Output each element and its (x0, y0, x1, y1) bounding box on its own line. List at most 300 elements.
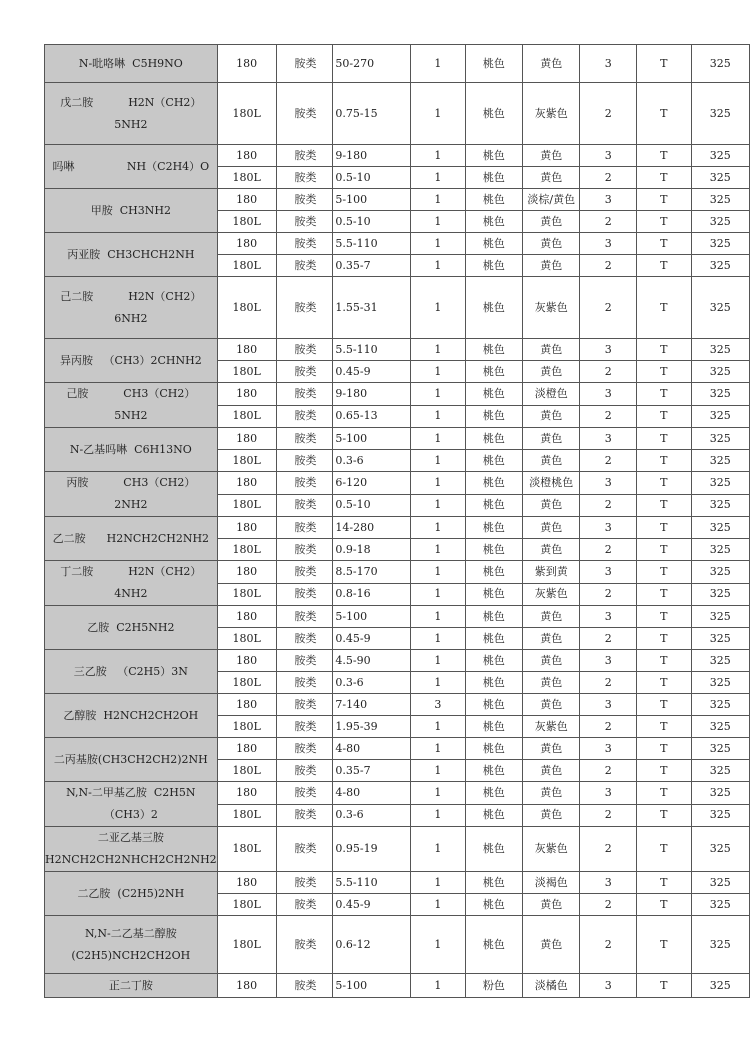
color-after-cell: 淡褐色 (523, 872, 580, 894)
color-before-cell: 桃色 (465, 472, 522, 495)
qty-cell: 1 (411, 672, 466, 694)
color-after-cell: 紫到黄 (523, 561, 580, 584)
count-cell: 3 (580, 383, 636, 406)
qty-cell: 1 (411, 472, 466, 495)
spec-cell: 180 (217, 45, 276, 83)
color-before-cell: 桃色 (465, 383, 522, 406)
spec-cell: 180 (217, 517, 276, 539)
compound-name-cell: 己二胺 H2N（CH2） 6NH2 (45, 277, 218, 339)
range-cell: 0.5-10 (333, 494, 411, 517)
spec-cell: 180 (217, 189, 276, 211)
color-before-cell: 桃色 (465, 628, 522, 650)
color-after-cell: 黄色 (523, 361, 580, 383)
qty-cell: 1 (411, 827, 466, 872)
temp-cell: 325 (691, 405, 749, 428)
compound-name-cell: 二亚乙基三胺 H2NCH2CH2NHCH2CH2NH2 (45, 827, 218, 872)
spec-cell: 180L (217, 760, 276, 782)
compound-name-cell: 正二丁胺 (45, 974, 218, 998)
range-cell: 5.5-110 (333, 339, 411, 361)
type-cell: 胺类 (276, 233, 333, 255)
count-cell: 2 (580, 804, 636, 827)
count-cell: 2 (580, 361, 636, 383)
qty-cell: 1 (411, 916, 466, 974)
type-cell: 胺类 (276, 539, 333, 561)
temp-cell: 325 (691, 827, 749, 872)
temp-cell: 325 (691, 606, 749, 628)
mark-cell: T (636, 583, 691, 606)
qty-cell: 1 (411, 494, 466, 517)
spec-cell: 180L (217, 405, 276, 428)
color-before-cell: 桃色 (465, 827, 522, 872)
type-cell: 胺类 (276, 45, 333, 83)
count-cell: 2 (580, 255, 636, 277)
mark-cell: T (636, 383, 691, 406)
range-cell: 0.75-15 (333, 83, 411, 145)
range-cell: 5-100 (333, 428, 411, 450)
color-before-cell: 桃色 (465, 738, 522, 760)
color-before-cell: 桃色 (465, 233, 522, 255)
spec-cell: 180L (217, 83, 276, 145)
table-row (45, 517, 750, 539)
temp-cell: 325 (691, 672, 749, 694)
temp-cell: 325 (691, 628, 749, 650)
spec-cell: 180 (217, 974, 276, 998)
count-cell: 2 (580, 494, 636, 517)
mark-cell: T (636, 428, 691, 450)
range-cell: 0.95-19 (333, 827, 411, 872)
count-cell: 2 (580, 167, 636, 189)
spec-cell: 180L (217, 716, 276, 738)
color-before-cell: 桃色 (465, 405, 522, 428)
temp-cell: 325 (691, 650, 749, 672)
count-cell: 2 (580, 672, 636, 694)
type-cell: 胺类 (276, 606, 333, 628)
qty-cell: 1 (411, 277, 466, 339)
type-cell: 胺类 (276, 211, 333, 233)
color-before-cell: 桃色 (465, 894, 522, 916)
temp-cell: 325 (691, 211, 749, 233)
qty-cell: 1 (411, 517, 466, 539)
table-row (45, 916, 750, 974)
mark-cell: T (636, 361, 691, 383)
type-cell: 胺类 (276, 974, 333, 998)
spec-cell: 180 (217, 472, 276, 495)
mark-cell: T (636, 782, 691, 805)
qty-cell: 1 (411, 872, 466, 894)
temp-cell: 325 (691, 472, 749, 495)
color-after-cell: 灰紫色 (523, 583, 580, 606)
spec-cell: 180 (217, 782, 276, 805)
temp-cell: 325 (691, 277, 749, 339)
color-before-cell: 桃色 (465, 760, 522, 782)
qty-cell: 1 (411, 428, 466, 450)
type-cell: 胺类 (276, 428, 333, 450)
compound-name-cell: 三乙胺 （C2H5）3N (45, 650, 218, 694)
color-before-cell: 粉色 (465, 974, 522, 998)
count-cell: 2 (580, 760, 636, 782)
table-row (45, 277, 750, 339)
qty-cell: 1 (411, 405, 466, 428)
temp-cell: 325 (691, 539, 749, 561)
qty-cell: 1 (411, 450, 466, 472)
type-cell: 胺类 (276, 450, 333, 472)
type-cell: 胺类 (276, 694, 333, 716)
color-before-cell: 桃色 (465, 494, 522, 517)
temp-cell: 325 (691, 494, 749, 517)
temp-cell: 325 (691, 428, 749, 450)
color-after-cell: 黄色 (523, 539, 580, 561)
mark-cell: T (636, 450, 691, 472)
temp-cell: 325 (691, 716, 749, 738)
count-cell: 3 (580, 45, 636, 83)
range-cell: 8.5-170 (333, 561, 411, 584)
compound-name-cell: 丙亚胺 CH3CHCH2NH (45, 233, 218, 277)
type-cell: 胺类 (276, 361, 333, 383)
spec-cell: 180L (217, 539, 276, 561)
count-cell: 3 (580, 782, 636, 805)
qty-cell: 1 (411, 83, 466, 145)
type-cell: 胺类 (276, 83, 333, 145)
temp-cell: 325 (691, 561, 749, 584)
type-cell: 胺类 (276, 517, 333, 539)
color-after-cell: 灰紫色 (523, 827, 580, 872)
color-before-cell: 桃色 (465, 145, 522, 167)
qty-cell: 1 (411, 583, 466, 606)
color-before-cell: 桃色 (465, 606, 522, 628)
qty-cell: 1 (411, 650, 466, 672)
temp-cell: 325 (691, 45, 749, 83)
color-before-cell: 桃色 (465, 428, 522, 450)
qty-cell: 1 (411, 804, 466, 827)
type-cell: 胺类 (276, 189, 333, 211)
count-cell: 3 (580, 233, 636, 255)
table-row (45, 428, 750, 450)
color-before-cell: 桃色 (465, 211, 522, 233)
mark-cell: T (636, 339, 691, 361)
qty-cell: 1 (411, 189, 466, 211)
color-after-cell: 黄色 (523, 145, 580, 167)
table-row (45, 233, 750, 255)
type-cell: 胺类 (276, 494, 333, 517)
type-cell: 胺类 (276, 738, 333, 760)
count-cell: 2 (580, 716, 636, 738)
range-cell: 1.95-39 (333, 716, 411, 738)
type-cell: 胺类 (276, 804, 333, 827)
range-cell: 7-140 (333, 694, 411, 716)
temp-cell: 325 (691, 974, 749, 998)
temp-cell: 325 (691, 233, 749, 255)
color-before-cell: 桃色 (465, 583, 522, 606)
range-cell: 0.3-6 (333, 672, 411, 694)
color-after-cell: 淡橘色 (523, 974, 580, 998)
temp-cell: 325 (691, 255, 749, 277)
spec-cell: 180 (217, 650, 276, 672)
compound-name-cell: 异丙胺 （CH3）2CHNH2 (45, 339, 218, 383)
count-cell: 2 (580, 539, 636, 561)
mark-cell: T (636, 517, 691, 539)
count-cell: 3 (580, 650, 636, 672)
range-cell: 6-120 (333, 472, 411, 495)
color-after-cell: 黄色 (523, 672, 580, 694)
count-cell: 3 (580, 472, 636, 495)
compound-name-cell: 吗啉 NH（C2H4）O (45, 145, 218, 189)
temp-cell: 325 (691, 450, 749, 472)
count-cell: 3 (580, 145, 636, 167)
mark-cell: T (636, 974, 691, 998)
mark-cell: T (636, 189, 691, 211)
count-cell: 2 (580, 894, 636, 916)
qty-cell: 1 (411, 760, 466, 782)
table-row (45, 83, 750, 145)
spec-cell: 180L (217, 894, 276, 916)
type-cell: 胺类 (276, 716, 333, 738)
compound-name-cell: 二乙胺 (C2H5)2NH (45, 872, 218, 916)
type-cell: 胺类 (276, 145, 333, 167)
table-row (45, 145, 750, 167)
spec-cell: 180L (217, 804, 276, 827)
spec-cell: 180 (217, 339, 276, 361)
count-cell: 2 (580, 211, 636, 233)
color-after-cell: 黄色 (523, 167, 580, 189)
color-after-cell: 黄色 (523, 804, 580, 827)
count-cell: 3 (580, 974, 636, 998)
spec-cell: 180 (217, 694, 276, 716)
type-cell: 胺类 (276, 583, 333, 606)
range-cell: 0.45-9 (333, 361, 411, 383)
color-before-cell: 桃色 (465, 650, 522, 672)
mark-cell: T (636, 894, 691, 916)
spec-cell: 180 (217, 872, 276, 894)
table-row (45, 974, 750, 998)
type-cell: 胺类 (276, 167, 333, 189)
compound-name-cell: 乙胺 C2H5NH2 (45, 606, 218, 650)
spec-cell: 180 (217, 738, 276, 760)
color-before-cell: 桃色 (465, 83, 522, 145)
range-cell: 4-80 (333, 738, 411, 760)
type-cell: 胺类 (276, 561, 333, 584)
color-after-cell: 灰紫色 (523, 277, 580, 339)
qty-cell: 1 (411, 561, 466, 584)
mark-cell: T (636, 694, 691, 716)
temp-cell: 325 (691, 383, 749, 406)
mark-cell: T (636, 916, 691, 974)
table-row (45, 472, 750, 495)
count-cell: 2 (580, 628, 636, 650)
spec-cell: 180 (217, 606, 276, 628)
range-cell: 5.5-110 (333, 233, 411, 255)
table-row (45, 694, 750, 716)
spec-cell: 180L (217, 494, 276, 517)
color-before-cell: 桃色 (465, 339, 522, 361)
color-before-cell: 桃色 (465, 561, 522, 584)
qty-cell: 1 (411, 606, 466, 628)
qty-cell: 1 (411, 738, 466, 760)
color-before-cell: 桃色 (465, 694, 522, 716)
mark-cell: T (636, 738, 691, 760)
type-cell: 胺类 (276, 383, 333, 406)
spec-cell: 180L (217, 167, 276, 189)
count-cell: 2 (580, 277, 636, 339)
mark-cell: T (636, 827, 691, 872)
range-cell: 0.8-16 (333, 583, 411, 606)
mark-cell: T (636, 539, 691, 561)
color-before-cell: 桃色 (465, 450, 522, 472)
spec-cell: 180L (217, 255, 276, 277)
range-cell: 0.9-18 (333, 539, 411, 561)
range-cell: 5.5-110 (333, 872, 411, 894)
range-cell: 5-100 (333, 606, 411, 628)
temp-cell: 325 (691, 145, 749, 167)
mark-cell: T (636, 716, 691, 738)
mark-cell: T (636, 167, 691, 189)
mark-cell: T (636, 83, 691, 145)
range-cell: 0.3-6 (333, 450, 411, 472)
table-row (45, 827, 750, 872)
type-cell: 胺类 (276, 650, 333, 672)
type-cell: 胺类 (276, 628, 333, 650)
color-before-cell: 桃色 (465, 716, 522, 738)
color-before-cell: 桃色 (465, 45, 522, 83)
type-cell: 胺类 (276, 339, 333, 361)
spec-cell: 180L (217, 277, 276, 339)
type-cell: 胺类 (276, 277, 333, 339)
temp-cell: 325 (691, 872, 749, 894)
color-after-cell: 黄色 (523, 628, 580, 650)
data-table (44, 44, 750, 998)
color-after-cell: 黄色 (523, 211, 580, 233)
spec-cell: 180L (217, 628, 276, 650)
type-cell: 胺类 (276, 916, 333, 974)
color-after-cell: 黄色 (523, 916, 580, 974)
type-cell: 胺类 (276, 405, 333, 428)
color-before-cell: 桃色 (465, 782, 522, 805)
range-cell: 50-270 (333, 45, 411, 83)
spec-cell: 180 (217, 428, 276, 450)
count-cell: 3 (580, 189, 636, 211)
temp-cell: 325 (691, 189, 749, 211)
temp-cell: 325 (691, 83, 749, 145)
count-cell: 3 (580, 738, 636, 760)
mark-cell: T (636, 233, 691, 255)
compound-name-cell: 乙二胺 H2NCH2CH2NH2 (45, 517, 218, 561)
table-row (45, 45, 750, 83)
table-row (45, 650, 750, 672)
temp-cell: 325 (691, 167, 749, 189)
qty-cell: 1 (411, 539, 466, 561)
color-before-cell: 桃色 (465, 189, 522, 211)
table-row (45, 383, 750, 406)
color-after-cell: 黄色 (523, 606, 580, 628)
table-row (45, 189, 750, 211)
temp-cell: 325 (691, 894, 749, 916)
spec-cell: 180L (217, 450, 276, 472)
color-after-cell: 黄色 (523, 233, 580, 255)
count-cell: 3 (580, 517, 636, 539)
compound-name-cell: 二丙基胺(CH3CH2CH2)2NH (45, 738, 218, 782)
mark-cell: T (636, 145, 691, 167)
type-cell: 胺类 (276, 672, 333, 694)
qty-cell: 1 (411, 383, 466, 406)
range-cell: 0.3-6 (333, 804, 411, 827)
compound-name-cell: 己胺 CH3（CH2） 5NH2 (45, 383, 218, 428)
mark-cell: T (636, 45, 691, 83)
color-before-cell: 桃色 (465, 916, 522, 974)
color-before-cell: 桃色 (465, 277, 522, 339)
range-cell: 4-80 (333, 782, 411, 805)
range-cell: 0.35-7 (333, 760, 411, 782)
mark-cell: T (636, 494, 691, 517)
qty-cell: 1 (411, 211, 466, 233)
spec-cell: 180 (217, 383, 276, 406)
range-cell: 14-280 (333, 517, 411, 539)
table-row (45, 561, 750, 584)
mark-cell: T (636, 277, 691, 339)
color-after-cell: 黄色 (523, 517, 580, 539)
range-cell: 0.5-10 (333, 167, 411, 189)
range-cell: 0.6-12 (333, 916, 411, 974)
mark-cell: T (636, 255, 691, 277)
mark-cell: T (636, 672, 691, 694)
color-after-cell: 黄色 (523, 494, 580, 517)
qty-cell: 1 (411, 255, 466, 277)
compound-name-cell: N-乙基吗啉 C6H13NO (45, 428, 218, 472)
range-cell: 0.45-9 (333, 628, 411, 650)
type-cell: 胺类 (276, 255, 333, 277)
compound-name-cell: N,N-二乙基二醇胺 (C2H5)NCH2CH2OH (45, 916, 218, 974)
spec-cell: 180 (217, 233, 276, 255)
temp-cell: 325 (691, 583, 749, 606)
type-cell: 胺类 (276, 472, 333, 495)
qty-cell: 1 (411, 894, 466, 916)
color-before-cell: 桃色 (465, 517, 522, 539)
range-cell: 9-180 (333, 383, 411, 406)
count-cell: 3 (580, 561, 636, 584)
count-cell: 2 (580, 916, 636, 974)
color-before-cell: 桃色 (465, 872, 522, 894)
qty-cell: 1 (411, 782, 466, 805)
compound-name-cell: 甲胺 CH3NH2 (45, 189, 218, 233)
color-after-cell: 黄色 (523, 650, 580, 672)
temp-cell: 325 (691, 517, 749, 539)
count-cell: 2 (580, 405, 636, 428)
color-before-cell: 桃色 (465, 167, 522, 189)
mark-cell: T (636, 405, 691, 428)
color-after-cell: 灰紫色 (523, 716, 580, 738)
compound-name-cell: N-吡咯啉 C5H9NO (45, 45, 218, 83)
temp-cell: 325 (691, 760, 749, 782)
color-after-cell: 黄色 (523, 694, 580, 716)
color-before-cell: 桃色 (465, 255, 522, 277)
color-after-cell: 黄色 (523, 760, 580, 782)
count-cell: 3 (580, 872, 636, 894)
color-after-cell: 淡橙色 (523, 383, 580, 406)
mark-cell: T (636, 760, 691, 782)
color-after-cell: 黄色 (523, 450, 580, 472)
compound-name-cell: 丙胺 CH3（CH2） 2NH2 (45, 472, 218, 517)
temp-cell: 325 (691, 804, 749, 827)
count-cell: 2 (580, 83, 636, 145)
color-after-cell: 黄色 (523, 428, 580, 450)
spec-cell: 180L (217, 672, 276, 694)
compound-name-cell: 乙醇胺 H2NCH2CH2OH (45, 694, 218, 738)
count-cell: 3 (580, 694, 636, 716)
mark-cell: T (636, 804, 691, 827)
type-cell: 胺类 (276, 760, 333, 782)
temp-cell: 325 (691, 361, 749, 383)
qty-cell: 1 (411, 361, 466, 383)
type-cell: 胺类 (276, 782, 333, 805)
temp-cell: 325 (691, 339, 749, 361)
